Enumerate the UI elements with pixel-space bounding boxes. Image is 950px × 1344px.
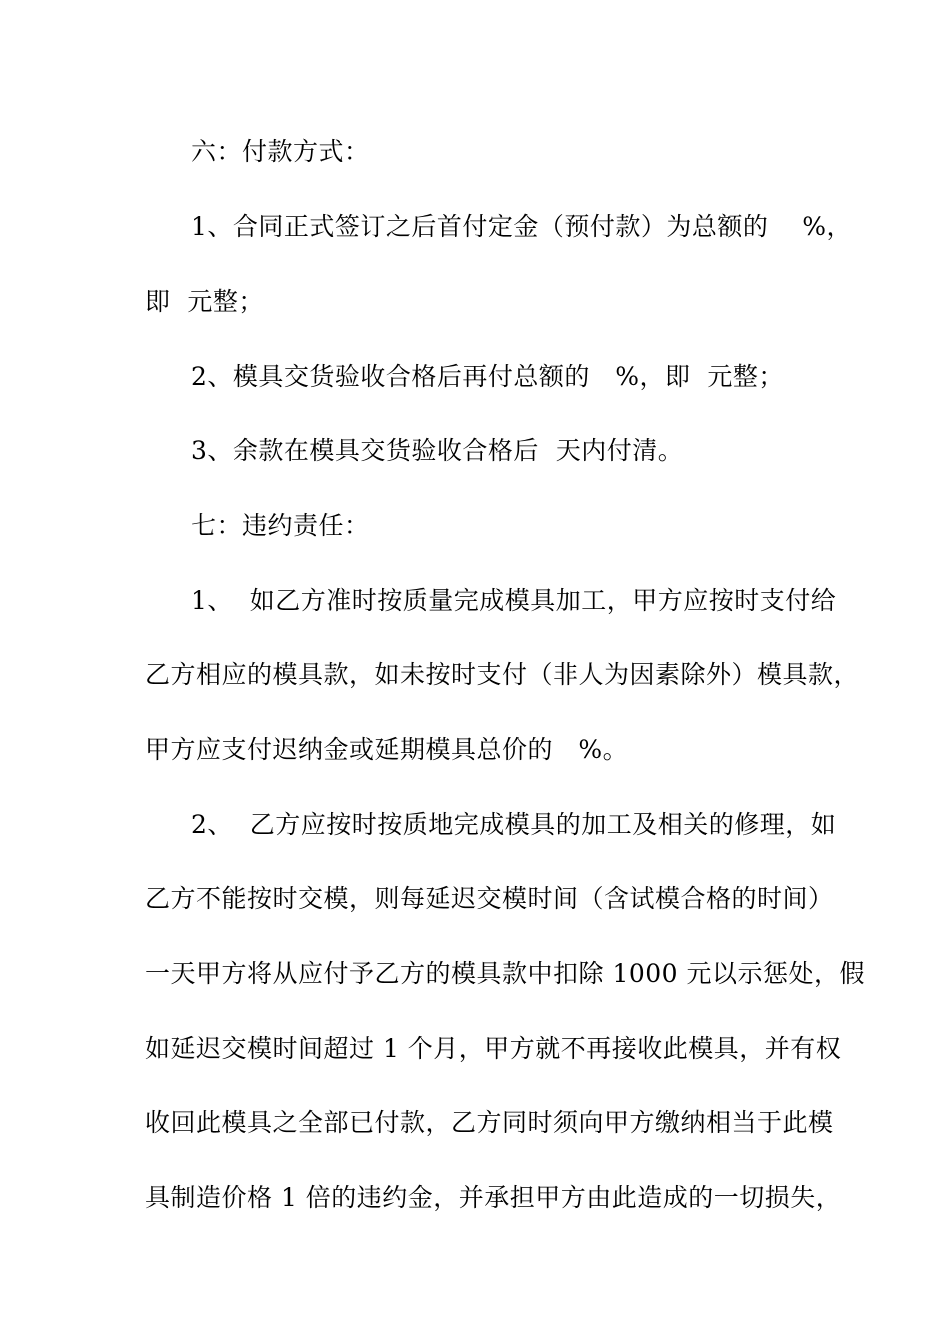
paragraph-line: 如延迟交模时间超过 1 个月，甲方就不再接收此模具，并有权 [145, 1034, 842, 1063]
section-heading-liability: 七：违约责任： [191, 511, 370, 540]
paragraph-line: 3、余款在模具交货验收合格后 天内付清。 [191, 436, 684, 465]
paragraph-line: 2、 乙方应按时按质地完成模具的加工及相关的修理，如 [191, 810, 837, 839]
paragraph-line: 甲方应支付迟纳金或延期模具总价的 %。 [145, 735, 629, 764]
paragraph-line: 一天甲方将从应付予乙方的模具款中扣除 1000 元以示惩处，假 [145, 959, 866, 988]
paragraph-line: 乙方不能按时交模，则每延迟交模时间（含试模合格的时间） [145, 884, 834, 913]
paragraph-line: 1、 如乙方准时按质量完成模具加工，甲方应按时支付给 [191, 586, 837, 615]
section-heading-payment: 六：付款方式： [191, 137, 370, 166]
paragraph-line: 收回此模具之全部已付款，乙方同时须向甲方缴纳相当于此模 [145, 1108, 834, 1137]
paragraph-line: 2、模具交货验收合格后再付总额的 %，即 元整； [191, 362, 784, 391]
paragraph-line: 1、合同正式签订之后首付定金（预付款）为总额的 %， [191, 212, 852, 241]
paragraph-line: 乙方相应的模具款，如未按时支付（非人为因素除外）模具款， [145, 660, 860, 689]
paragraph-line: 具制造价格 1 倍的违约金，并承担甲方由此造成的一切损失， [145, 1183, 842, 1212]
paragraph-line: 即 元整； [145, 287, 264, 316]
